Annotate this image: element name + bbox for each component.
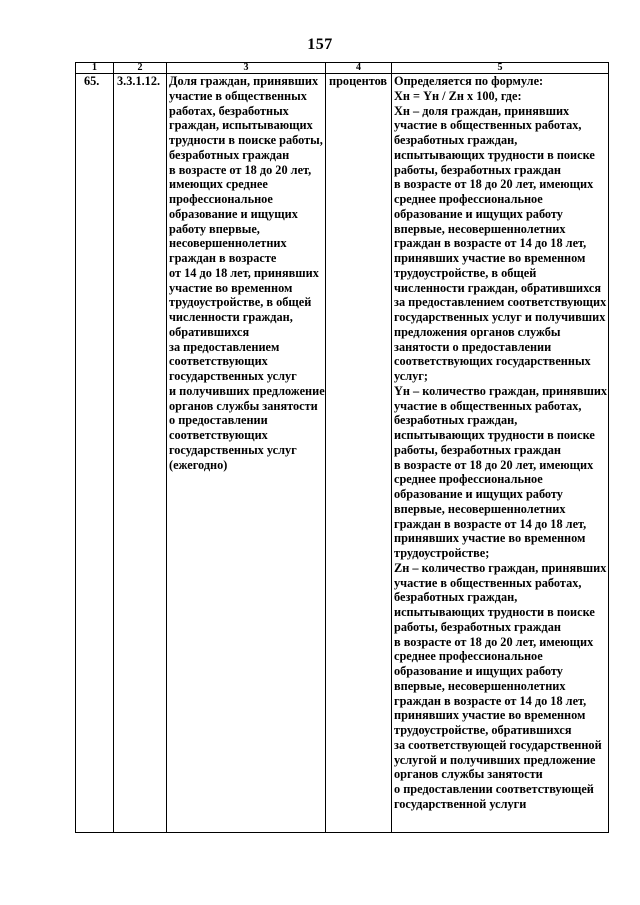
text-line: граждан в возрасте от 14 до 18 лет, (394, 236, 587, 251)
table-header-row (76, 63, 609, 74)
text-line: численности граждан, (169, 310, 293, 324)
indicator-name-cell (167, 74, 326, 833)
text-line: трудоустройстве, в общей (169, 295, 312, 310)
text-line: о предоставлении (169, 413, 268, 428)
text-line: участие в общественных (169, 88, 307, 103)
text-line: профессиональное (169, 192, 273, 206)
formula-cell (392, 74, 609, 833)
text-line: имеющих среднее (169, 177, 268, 192)
text-line: впервые, несовершеннолетних (394, 678, 566, 693)
text-line: трудоустройстве; (394, 546, 490, 560)
text-line: испытывающих трудности в поиске (394, 428, 595, 442)
row-code: 3.3.1.12. (114, 74, 167, 833)
text-line: безработных граждан, (394, 590, 518, 605)
text-line: государственных услуг и получивших (394, 310, 606, 324)
text-line: Доля граждан, принявших (169, 74, 319, 88)
text-line: Хн = Yн / Zн х 100, где: (394, 88, 522, 103)
text-line: соответствующих государственных (394, 354, 591, 369)
table-row (76, 74, 609, 833)
text-line: испытывающих трудности в поиске (394, 147, 595, 162)
formula-text (394, 74, 608, 812)
row-number: 65. (76, 74, 114, 833)
text-line: впервые, несовершеннолетних (394, 501, 566, 516)
page-number: 157 (307, 36, 333, 53)
text-line: несовершеннолетних (169, 236, 287, 251)
text-line: образование и ищущих (169, 206, 298, 221)
text-line: предложения органов службы (394, 324, 561, 339)
text-line: органов службы занятости (394, 767, 543, 782)
text-line: среднее профессиональное (394, 649, 543, 664)
text-line: государственных услуг (169, 442, 297, 457)
text-line: в возрасте от 18 до 20 лет, имеющих (394, 634, 594, 649)
indicator-name-text (169, 74, 325, 472)
column-header-4: 4 (326, 63, 392, 74)
text-line: и получивших предложение (169, 383, 325, 398)
text-line: работы, безработных граждан (394, 442, 561, 457)
text-line: принявших участие во временном (394, 251, 586, 265)
text-line: образование и ищущих работу (394, 206, 563, 221)
text-line: в возрасте от 18 до 20 лет, имеющих (394, 457, 594, 472)
text-line: от 14 до 18 лет, принявших (169, 265, 319, 280)
indicator-table (75, 62, 609, 833)
text-line: безработных граждан, (394, 133, 518, 147)
text-line: работу впервые, (169, 221, 260, 236)
text-line: соответствующих (169, 354, 268, 369)
text-line: Zн – количество граждан, принявших (394, 560, 607, 575)
text-line: услуг; (394, 369, 428, 383)
text-line: Yн – количество граждан, принявших (394, 383, 608, 398)
text-line: (ежегодно) (169, 457, 228, 472)
text-line: за предоставлением соответствующих (394, 295, 607, 310)
text-line: участие в общественных работах, (394, 118, 582, 133)
text-line: обратившихся (169, 324, 250, 339)
text-line: Хн – доля граждан, принявших (394, 103, 570, 118)
text-line: граждан в возрасте от 14 до 18 лет, (394, 516, 587, 531)
text-line: среднее профессиональное (394, 192, 543, 206)
column-header-2: 2 (114, 63, 167, 74)
text-line: принявших участие во временном (394, 708, 586, 723)
text-line: участие в общественных работах, (394, 398, 582, 413)
column-header-1: 1 (76, 63, 114, 74)
text-line: соответствующих (169, 428, 268, 442)
text-line: трудности в поиске работы, (169, 133, 323, 147)
text-line: образование и ищущих работу (394, 487, 563, 501)
text-line: о предоставлении соответствующей (394, 782, 594, 796)
text-line: в возрасте от 18 до 20 лет, имеющих (394, 177, 594, 192)
text-line: граждан, испытывающих (169, 118, 313, 133)
text-line: граждан в возрасте от 14 до 18 лет, (394, 693, 587, 708)
text-line: услугой и получивших предложение (394, 752, 596, 767)
text-line: участие в общественных работах, (394, 575, 582, 590)
text-line: трудоустройстве, обратившихся (394, 723, 572, 737)
column-header-5: 5 (392, 63, 609, 74)
text-line: образование и ищущих работу (394, 664, 563, 678)
text-line: работах, безработных (169, 103, 289, 118)
text-line: впервые, несовершеннолетних (394, 221, 566, 236)
text-line: государственных услуг (169, 369, 297, 383)
text-line: в возрасте от 18 до 20 лет, (169, 162, 312, 177)
text-line: граждан в возрасте (169, 251, 277, 265)
column-header-3: 3 (167, 63, 326, 74)
text-line: Определяется по формуле: (394, 74, 544, 88)
text-line: за предоставлением (169, 339, 280, 354)
text-line: среднее профессиональное (394, 472, 543, 487)
text-line: работы, безработных граждан (394, 162, 561, 177)
text-line: безработных граждан, (394, 413, 518, 428)
text-line: занятости о предоставлении (394, 339, 552, 354)
text-line: испытывающих трудности в поиске (394, 605, 595, 619)
unit-cell: процентов (326, 74, 392, 833)
text-line: за соответствующей государственной (394, 737, 602, 752)
text-line: участие во временном (169, 280, 293, 295)
text-line: государственной услуги (394, 796, 527, 811)
text-line: безработных граждан (169, 147, 290, 162)
text-line: работы, безработных граждан (394, 619, 561, 634)
text-line: численности граждан, обратившихся (394, 280, 602, 295)
text-line: органов службы занятости (169, 398, 318, 413)
text-line: принявших участие во временном (394, 531, 586, 546)
text-line: трудоустройстве, в общей (394, 265, 537, 280)
